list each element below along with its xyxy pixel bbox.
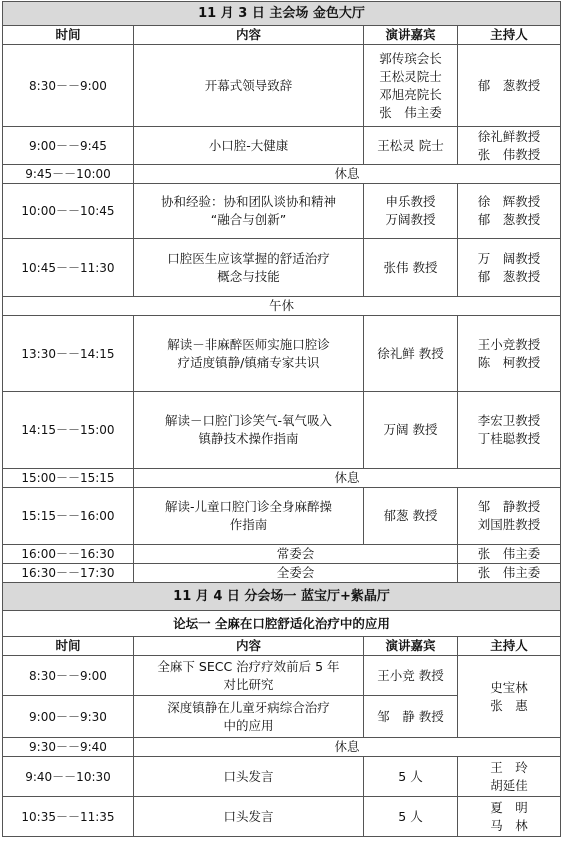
header-host: 主持人 [458,637,561,656]
row-content: 小口腔-大健康 [134,127,364,165]
row-time: 16:30－－17:30 [3,564,134,583]
schedule-table [2,1,561,837]
row-speaker: 王松灵 院士 [364,127,458,165]
row-time: 9:00－－9:45 [3,127,134,165]
table-row [3,165,561,184]
row-host: 张 伟主委 [458,545,561,564]
table-row [3,45,561,127]
row-host: 徐礼鲜教授 张 伟教授 [458,127,561,165]
row-speaker: 5 人 [364,757,458,797]
row-host: 王 玲 胡延佳 [458,757,561,797]
row-speaker: 郁葱 教授 [364,488,458,545]
row-time: 16:00－－16:30 [3,545,134,564]
shared-host: 史宝林 张 惠 [458,656,561,738]
break-label: 休息 [134,738,561,757]
row-speaker: 申乐教授 万阔教授 [364,184,458,239]
row-time: 13:30－－14:15 [3,316,134,392]
row-content: 全麻下 SECC 治疗疗效前后 5 年 对比研究 [134,656,364,696]
row-time: 10:45－－11:30 [3,239,134,297]
table-row [3,297,561,316]
break-label: 休息 [134,469,561,488]
row-content: 深度镇静在儿童牙病综合治疗 中的应用 [134,696,364,738]
row-content: 解读－口腔门诊笑气-氧气吸入 镇静技术操作指南 [134,392,364,469]
row-content: 解读－非麻醉医师实施口腔诊 疗适度镇静/镇痛专家共识 [134,316,364,392]
day2-title: 11 月 4 日 分会场一 蓝宝厅+紫晶厅 [3,583,561,611]
row-time: 15:00－－15:15 [3,469,134,488]
row-time: 10:35－－11:35 [3,797,134,837]
table-row [3,738,561,757]
row-content: 口头发言 [134,797,364,837]
table-row [3,656,561,696]
row-time: 9:45－－10:00 [3,165,134,184]
row-content: 解读-儿童口腔门诊全身麻醉操 作指南 [134,488,364,545]
row-host: 邹 静教授 刘国胜教授 [458,488,561,545]
meeting-label: 常委会 [134,545,458,564]
row-time: 8:30－－9:00 [3,656,134,696]
row-speaker: 张伟 教授 [364,239,458,297]
table-row [3,316,561,392]
row-content: 开幕式领导致辞 [134,45,364,127]
table-row [3,545,561,564]
lunch-label: 午休 [3,297,561,316]
header-speaker: 演讲嘉宾 [364,637,458,656]
table-row [3,488,561,545]
row-speaker: 王小竞 教授 [364,656,458,696]
header-time: 时间 [3,26,134,45]
row-speaker: 5 人 [364,797,458,837]
table-row [3,797,561,837]
row-speaker: 万阔 教授 [364,392,458,469]
row-time: 15:15－－16:00 [3,488,134,545]
row-host: 李宏卫教授 丁桂聪教授 [458,392,561,469]
header-time: 时间 [3,637,134,656]
row-content: 口腔医生应该掌握的舒适治疗 概念与技能 [134,239,364,297]
row-time: 9:40－－10:30 [3,757,134,797]
header-content: 内容 [134,26,364,45]
row-time: 9:00－－9:30 [3,696,134,738]
header-host: 主持人 [458,26,561,45]
header-content: 内容 [134,637,364,656]
row-speaker: 郭传瑸会长 王松灵院士 邓旭亮院长 张 伟主委 [364,45,458,127]
row-time: 9:30－－9:40 [3,738,134,757]
row-time: 8:30－－9:00 [3,45,134,127]
table-row [3,469,561,488]
row-host: 徐 辉教授 郁 葱教授 [458,184,561,239]
forum-title: 论坛一 全麻在口腔舒适化治疗中的应用 [3,611,561,637]
table-row [3,239,561,297]
break-label: 休息 [134,165,561,184]
row-host: 万 阔教授 郁 葱教授 [458,239,561,297]
row-host: 王小竞教授 陈 柯教授 [458,316,561,392]
day1-title: 11 月 3 日 主会场 金色大厅 [3,2,561,26]
row-speaker: 邹 静 教授 [364,696,458,738]
row-content: 协和经验：协和团队谈协和精神 “融合与创新” [134,184,364,239]
table-row [3,392,561,469]
meeting-label: 全委会 [134,564,458,583]
table-row [3,757,561,797]
table-row [3,184,561,239]
table-row [3,127,561,165]
table-row [3,564,561,583]
row-content: 口头发言 [134,757,364,797]
header-speaker: 演讲嘉宾 [364,26,458,45]
row-host: 郁 葱教授 [458,45,561,127]
row-time: 10:00－－10:45 [3,184,134,239]
row-host: 夏 明 马 林 [458,797,561,837]
row-speaker: 徐礼鲜 教授 [364,316,458,392]
row-time: 14:15－－15:00 [3,392,134,469]
row-host: 张 伟主委 [458,564,561,583]
